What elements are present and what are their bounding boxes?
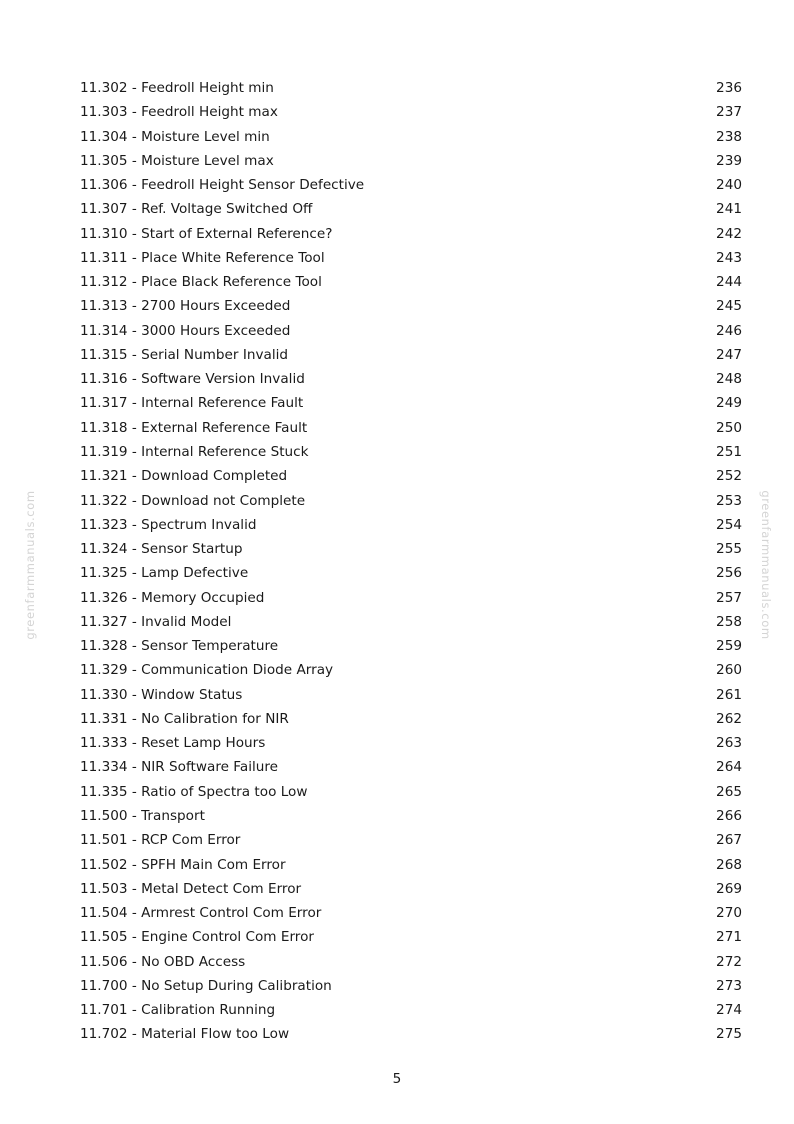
toc-entry-page: 262 <box>716 710 742 727</box>
toc-entry-title: 11.502 - SPFH Main Com Error <box>80 856 286 873</box>
toc-entry-title: 11.304 - Moisture Level min <box>80 128 270 145</box>
toc-entry-page: 264 <box>716 759 742 776</box>
toc-entry-title: 11.315 - Serial Number Invalid <box>80 346 289 363</box>
toc-entry-title: 11.310 - Start of External Reference? <box>80 225 333 242</box>
toc-entry-title: 11.702 - Material Flow too Low <box>80 1026 290 1043</box>
toc-entry[interactable] <box>80 125 742 149</box>
toc-entry-title: 11.503 - Metal Detect Com Error <box>80 880 302 897</box>
toc-entry[interactable] <box>80 683 742 707</box>
watermark-right: greenfarmmanuals.com <box>759 490 773 640</box>
toc-entry-page: 263 <box>716 735 742 752</box>
toc-entry[interactable] <box>80 755 742 779</box>
toc-entry-page: 265 <box>716 783 742 800</box>
toc-entry[interactable] <box>80 634 742 658</box>
toc-entry-title: 11.327 - Invalid Model <box>80 613 232 630</box>
toc-entry-page: 252 <box>716 468 742 485</box>
toc-entry[interactable] <box>80 416 742 440</box>
toc-entry-page: 275 <box>716 1026 742 1043</box>
toc-entry-page: 249 <box>716 395 742 412</box>
toc-entry-title: 11.506 - No OBD Access <box>80 953 246 970</box>
watermark-left: greenfarmmanuals.com <box>23 490 37 640</box>
table-of-contents <box>80 76 742 1047</box>
toc-entry[interactable] <box>80 100 742 124</box>
toc-entry-page: 246 <box>716 322 742 339</box>
toc-entry-page: 253 <box>716 492 742 509</box>
toc-entry-title: 11.504 - Armrest Control Com Error <box>80 905 322 922</box>
toc-entry-page: 254 <box>716 516 742 533</box>
toc-entry-title: 11.316 - Software Version Invalid <box>80 371 305 388</box>
toc-entry-page: 271 <box>716 929 742 946</box>
toc-entry[interactable] <box>80 974 742 998</box>
toc-entry[interactable] <box>80 513 742 537</box>
toc-entry[interactable] <box>80 173 742 197</box>
toc-entry-title: 11.306 - Feedroll Height Sensor Defective <box>80 177 365 194</box>
toc-entry-page: 259 <box>716 638 742 655</box>
toc-entry-page: 238 <box>716 128 742 145</box>
toc-entry-title: 11.303 - Feedroll Height max <box>80 104 278 121</box>
toc-entry-page: 240 <box>716 177 742 194</box>
toc-entry-page: 269 <box>716 880 742 897</box>
toc-entry[interactable] <box>80 828 742 852</box>
toc-entry-page: 245 <box>716 298 742 315</box>
toc-entry[interactable] <box>80 197 742 221</box>
toc-entry-title: 11.321 - Download Completed <box>80 468 288 485</box>
toc-entry-title: 11.328 - Sensor Temperature <box>80 638 279 655</box>
toc-entry-page: 260 <box>716 662 742 679</box>
toc-entry[interactable] <box>80 343 742 367</box>
toc-entry-page: 258 <box>716 613 742 630</box>
toc-entry-page: 248 <box>716 371 742 388</box>
toc-entry[interactable] <box>80 391 742 415</box>
toc-entry[interactable] <box>80 489 742 513</box>
toc-entry-title: 11.312 - Place Black Reference Tool <box>80 274 322 291</box>
toc-entry[interactable] <box>80 561 742 585</box>
toc-entry-title: 11.305 - Moisture Level max <box>80 152 274 169</box>
toc-entry-page: 251 <box>716 443 742 460</box>
toc-entry-page: 244 <box>716 274 742 291</box>
toc-entry-title: 11.307 - Ref. Voltage Switched Off <box>80 201 313 218</box>
toc-entry-title: 11.331 - No Calibration for NIR <box>80 710 289 727</box>
toc-entry-title: 11.323 - Spectrum Invalid <box>80 516 257 533</box>
toc-entry[interactable] <box>80 658 742 682</box>
toc-entry-title: 11.324 - Sensor Startup <box>80 541 243 558</box>
toc-entry-page: 239 <box>716 152 742 169</box>
toc-entry-page: 261 <box>716 686 742 703</box>
toc-entry[interactable] <box>80 440 742 464</box>
toc-entry[interactable] <box>80 294 742 318</box>
toc-entry[interactable] <box>80 950 742 974</box>
toc-entry-title: 11.322 - Download not Complete <box>80 492 306 509</box>
toc-entry-page: 243 <box>716 249 742 266</box>
toc-entry[interactable] <box>80 877 742 901</box>
toc-entry[interactable] <box>80 76 742 100</box>
toc-entry-page: 266 <box>716 807 742 824</box>
toc-entry-page: 247 <box>716 346 742 363</box>
toc-entry[interactable] <box>80 270 742 294</box>
toc-entry[interactable] <box>80 537 742 561</box>
toc-entry-title: 11.329 - Communication Diode Array <box>80 662 334 679</box>
toc-entry-title: 11.501 - RCP Com Error <box>80 832 241 849</box>
toc-entry[interactable] <box>80 925 742 949</box>
toc-entry[interactable] <box>80 731 742 755</box>
toc-entry[interactable] <box>80 780 742 804</box>
toc-entry[interactable] <box>80 222 742 246</box>
toc-entry-title: 11.701 - Calibration Running <box>80 1002 276 1019</box>
toc-entry-page: 272 <box>716 953 742 970</box>
toc-entry[interactable] <box>80 464 742 488</box>
toc-entry-title: 11.318 - External Reference Fault <box>80 419 308 436</box>
toc-entry-page: 273 <box>716 977 742 994</box>
toc-entry-title: 11.325 - Lamp Defective <box>80 565 249 582</box>
toc-entry-title: 11.335 - Ratio of Spectra too Low <box>80 783 308 800</box>
toc-entry-page: 256 <box>716 565 742 582</box>
toc-entry-page: 241 <box>716 201 742 218</box>
toc-entry-title: 11.505 - Engine Control Com Error <box>80 929 314 946</box>
toc-entry[interactable] <box>80 586 742 610</box>
toc-entry[interactable] <box>80 1022 742 1046</box>
toc-entry[interactable] <box>80 804 742 828</box>
toc-entry[interactable] <box>80 901 742 925</box>
toc-entry-title: 11.311 - Place White Reference Tool <box>80 249 325 266</box>
toc-entry-title: 11.313 - 2700 Hours Exceeded <box>80 298 291 315</box>
toc-entry[interactable] <box>80 998 742 1022</box>
toc-entry-page: 250 <box>716 419 742 436</box>
toc-entry[interactable] <box>80 319 742 343</box>
toc-entry-title: 11.500 - Transport <box>80 807 205 824</box>
toc-entry[interactable] <box>80 149 742 173</box>
toc-entry-title: 11.334 - NIR Software Failure <box>80 759 279 776</box>
page-number: 5 <box>392 1071 402 1087</box>
toc-entry-title: 11.700 - No Setup During Calibration <box>80 977 332 994</box>
toc-entry-title: 11.326 - Memory Occupied <box>80 589 265 606</box>
toc-entry-page: 242 <box>716 225 742 242</box>
toc-entry-page: 257 <box>716 589 742 606</box>
toc-entry[interactable] <box>80 853 742 877</box>
toc-entry-page: 274 <box>716 1002 742 1019</box>
toc-entry[interactable] <box>80 367 742 391</box>
toc-entry-page: 267 <box>716 832 742 849</box>
toc-entry-page: 268 <box>716 856 742 873</box>
toc-entry[interactable] <box>80 707 742 731</box>
toc-entry[interactable] <box>80 246 742 270</box>
toc-entry[interactable] <box>80 610 742 634</box>
toc-entry-page: 237 <box>716 104 742 121</box>
toc-entry-page: 236 <box>716 80 742 96</box>
toc-entry-title: 11.333 - Reset Lamp Hours <box>80 735 266 752</box>
toc-entry-page: 255 <box>716 541 742 558</box>
toc-entry-title: 11.330 - Window Status <box>80 686 243 703</box>
toc-entry-title: 11.319 - Internal Reference Stuck <box>80 443 309 460</box>
toc-entry-title: 11.317 - Internal Reference Fault <box>80 395 304 412</box>
toc-entry-title: 11.302 - Feedroll Height min <box>80 80 274 96</box>
toc-entry-page: 270 <box>716 905 742 922</box>
toc-entry-title: 11.314 - 3000 Hours Exceeded <box>80 322 291 339</box>
